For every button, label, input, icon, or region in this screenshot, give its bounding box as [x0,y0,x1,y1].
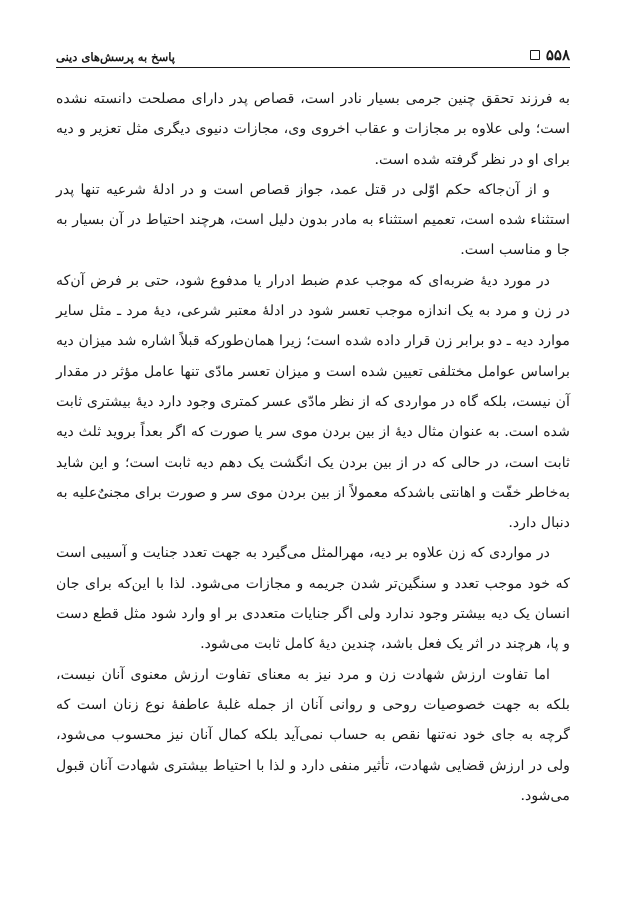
paragraph-1: به فرزند تحقق چنین جرمی بسیار نادر است، قصاص پدر دارای مصلحت دانسته نشده است؛ ولی علاوه بر مجازات و عقاب اخروی وی، مجازات دنیوی دیگری مثل تعزیر و دیه برای او در نظر گرفته شده است. [56,91,570,168]
paragraph-2: و از آن‌جاکه حکم اوّلی در قتل عمد، جواز قصاص است و در ادلهٔ شرعیه تنها پدر استثناء شده است، تعمیم استثناء به مادر بدون دلیل است، هرچند احتیاط در آن بسیار به جا و مناسب است. [56,181,570,259]
page-header [56,38,570,64]
paragraph-5: اما تفاوت ارزش شهادت زن و مرد نیز به معنای تفاوت ارزش معنوی آنان نیست، بلکه به جهت خصوصیات روحی و روانی آنان از جمله غلبهٔ عاطفهٔ نوع زنان است که گرچه به جای خود نه‌تنها نقص به حساب نمی‌آید بلکه کمال آنان نیز محسوب می‌شود، ولی در ارزش قضایی شهادت، تأثیر منفی دارد و لذا با احتیاط بیشتری شهادت آنان قبول می‌شود. [56,666,570,804]
body-text [56,84,570,811]
paragraph-3: در مورد دیهٔ ضربه‌ای که موجب عدم ضبط ادرار یا مدفوع شود، حتی بر فرض آن‌که در زن و مرد به یک اندازه موجب تعسر شود در ادلهٔ معتبر شرعی، دیهٔ مرد ـ مثل سایر موارد دیه ـ دو برابر زن قرار داده شده است؛ زیرا همان‌طورکه قبلاً اشاره شد میزان دیه براساس عوامل مختلفی تعیین شده است و میزان تعسر مادّی تنها عامل مؤثر در مقدار آن نیست، بلکه گاه در مواردی که از نظر مادّی عسر کمتری وجود دارد دیهٔ بیشتری ثابت شده است. به عنوان مثال دیهٔ از بین بردن موی سر یا صورت که اگر بعداً بروید ثلث دیه ثابت است، در حالی که در از بین بردن یک انگشت یک دهم دیه ثابت است؛ و این شاید به‌خاطر خفّت و اهانتی باشدکه معمولاً از بین بردن موی سر و صورت برای مجنیٌ‌علیه به دنبال دارد. [56,272,570,532]
page-number-group [530,46,570,64]
paragraph-4: در مواردی که زن علاوه بر دیه، مهرالمثل می‌گیرد به جهت تعدد جنایت و آسیبی است که خود موجب تعدد و سنگین‌تر شدن جریمه و مجازات می‌شود. لذا با این‌که برای جان انسان یک دیه بیشتر وجود ندارد ولی اگر جنایات متعددی بر او وارد شود مثل قطع دست و پا، هرچند در اثر یک فعل باشد، چندین دیهٔ کامل ثابت می‌شود. [56,545,570,653]
square-bullet-icon [530,50,540,60]
header-divider [56,67,570,68]
page-number: ۵۵۸ [545,46,570,64]
running-title: پاسخ به پرسش‌های دینی [56,50,175,64]
